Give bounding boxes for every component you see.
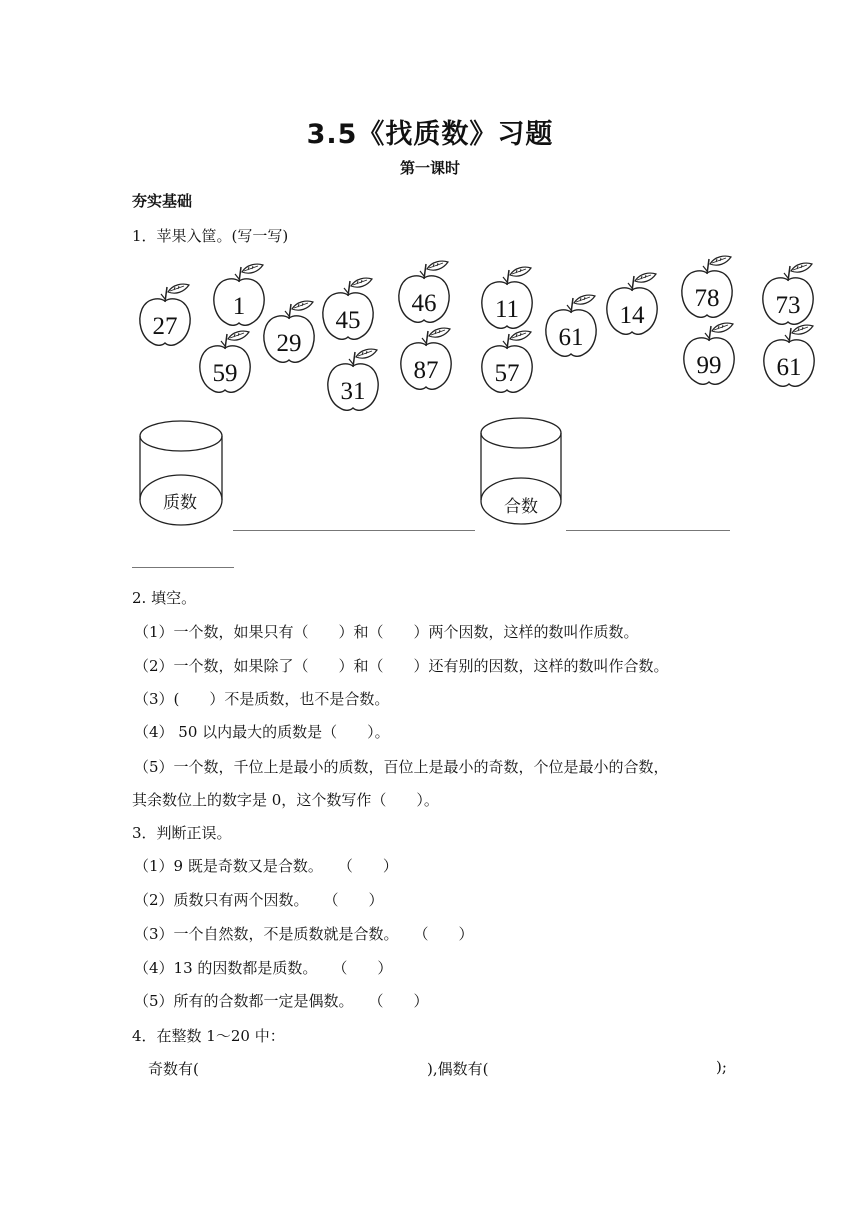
apple [261,300,321,370]
apple [479,330,539,400]
q2-item-4: （4） 50 以内最大的质数是（ ）。 [134,723,390,741]
page-subtitle: 第一课时 [399,159,460,177]
question-2: 2. 填空。 [132,589,197,607]
q4-odd-label: 奇数有( [148,1060,199,1078]
q2-item-5-continued: 其余数位上的数字是 0，这个数写作（ ）。 [132,791,439,809]
apple-number: 14 [619,302,645,329]
apple-number: 87 [413,357,439,384]
prime-answer-line [233,530,475,531]
apple-number: 29 [276,330,302,357]
apple-number: 73 [775,292,801,319]
apple [604,272,664,342]
apple-number: 1 [232,293,246,320]
apple-number: 61 [776,354,802,381]
apple [325,348,385,418]
apple-number: 99 [696,352,722,379]
apple-number: 57 [494,360,520,387]
q3-item-1: （1）9 既是奇数又是合数。 （ ） [134,857,398,875]
apple-number: 59 [212,360,238,387]
q4-even-label: ),偶数有( [427,1060,489,1078]
question-3: 3．判断正误。 [132,824,232,842]
q3-item-2: （2）质数只有两个因数。 （ ） [134,891,384,909]
composite-answer-line [566,530,730,531]
apple [760,262,820,332]
apple [396,260,456,330]
apple [137,283,197,353]
q2-item-5: （5）一个数，千位上是最小的质数，百位上是最小的奇数，个位是最小的合数， [134,758,669,776]
section-heading: 夯实基础 [132,192,193,210]
apple [681,322,741,392]
apple [679,255,739,325]
question-1: 1．苹果入筐。(写一写) [132,227,289,245]
apple [543,294,603,364]
q2-item-2: （2）一个数，如果除了（ ）和（ ）还有别的因数，这样的数叫作合数。 [134,657,669,675]
apple-number: 11 [494,296,520,323]
apple [761,324,821,394]
apple [479,266,539,336]
q2-item-1: （1）一个数，如果只有（ ）和（ ）两个因数，这样的数叫作质数。 [134,623,639,641]
apple-number: 31 [340,378,366,405]
apple-number: 45 [335,307,361,334]
composite-basket [476,415,568,531]
q3-item-5: （5）所有的合数都一定是偶数。 （ ） [134,992,429,1010]
question-4: 4．在整数 1～20 中： [132,1027,285,1045]
apple-number: 27 [152,313,178,340]
apple-number: 46 [411,290,437,317]
q4-end: ); [716,1058,727,1076]
q3-item-3: （3）一个自然数，不是质数就是合数。 （ ） [134,925,474,943]
q2-item-3: （3）( ）不是质数，也不是合数。 [134,690,390,708]
page-title: 3.5《找质数》习题 [306,119,554,150]
apple [398,327,458,397]
apple [197,330,257,400]
prime-basket-label: 质数 [163,493,197,513]
composite-basket-label: 合数 [504,497,538,517]
apple-number: 61 [558,324,584,351]
prime-basket [136,418,228,534]
apple [320,277,380,347]
apple-number: 78 [694,285,720,312]
q3-item-4: （4）13 的因数都是质数。 （ ） [134,959,393,977]
prime-answer-line-continued [132,567,234,568]
